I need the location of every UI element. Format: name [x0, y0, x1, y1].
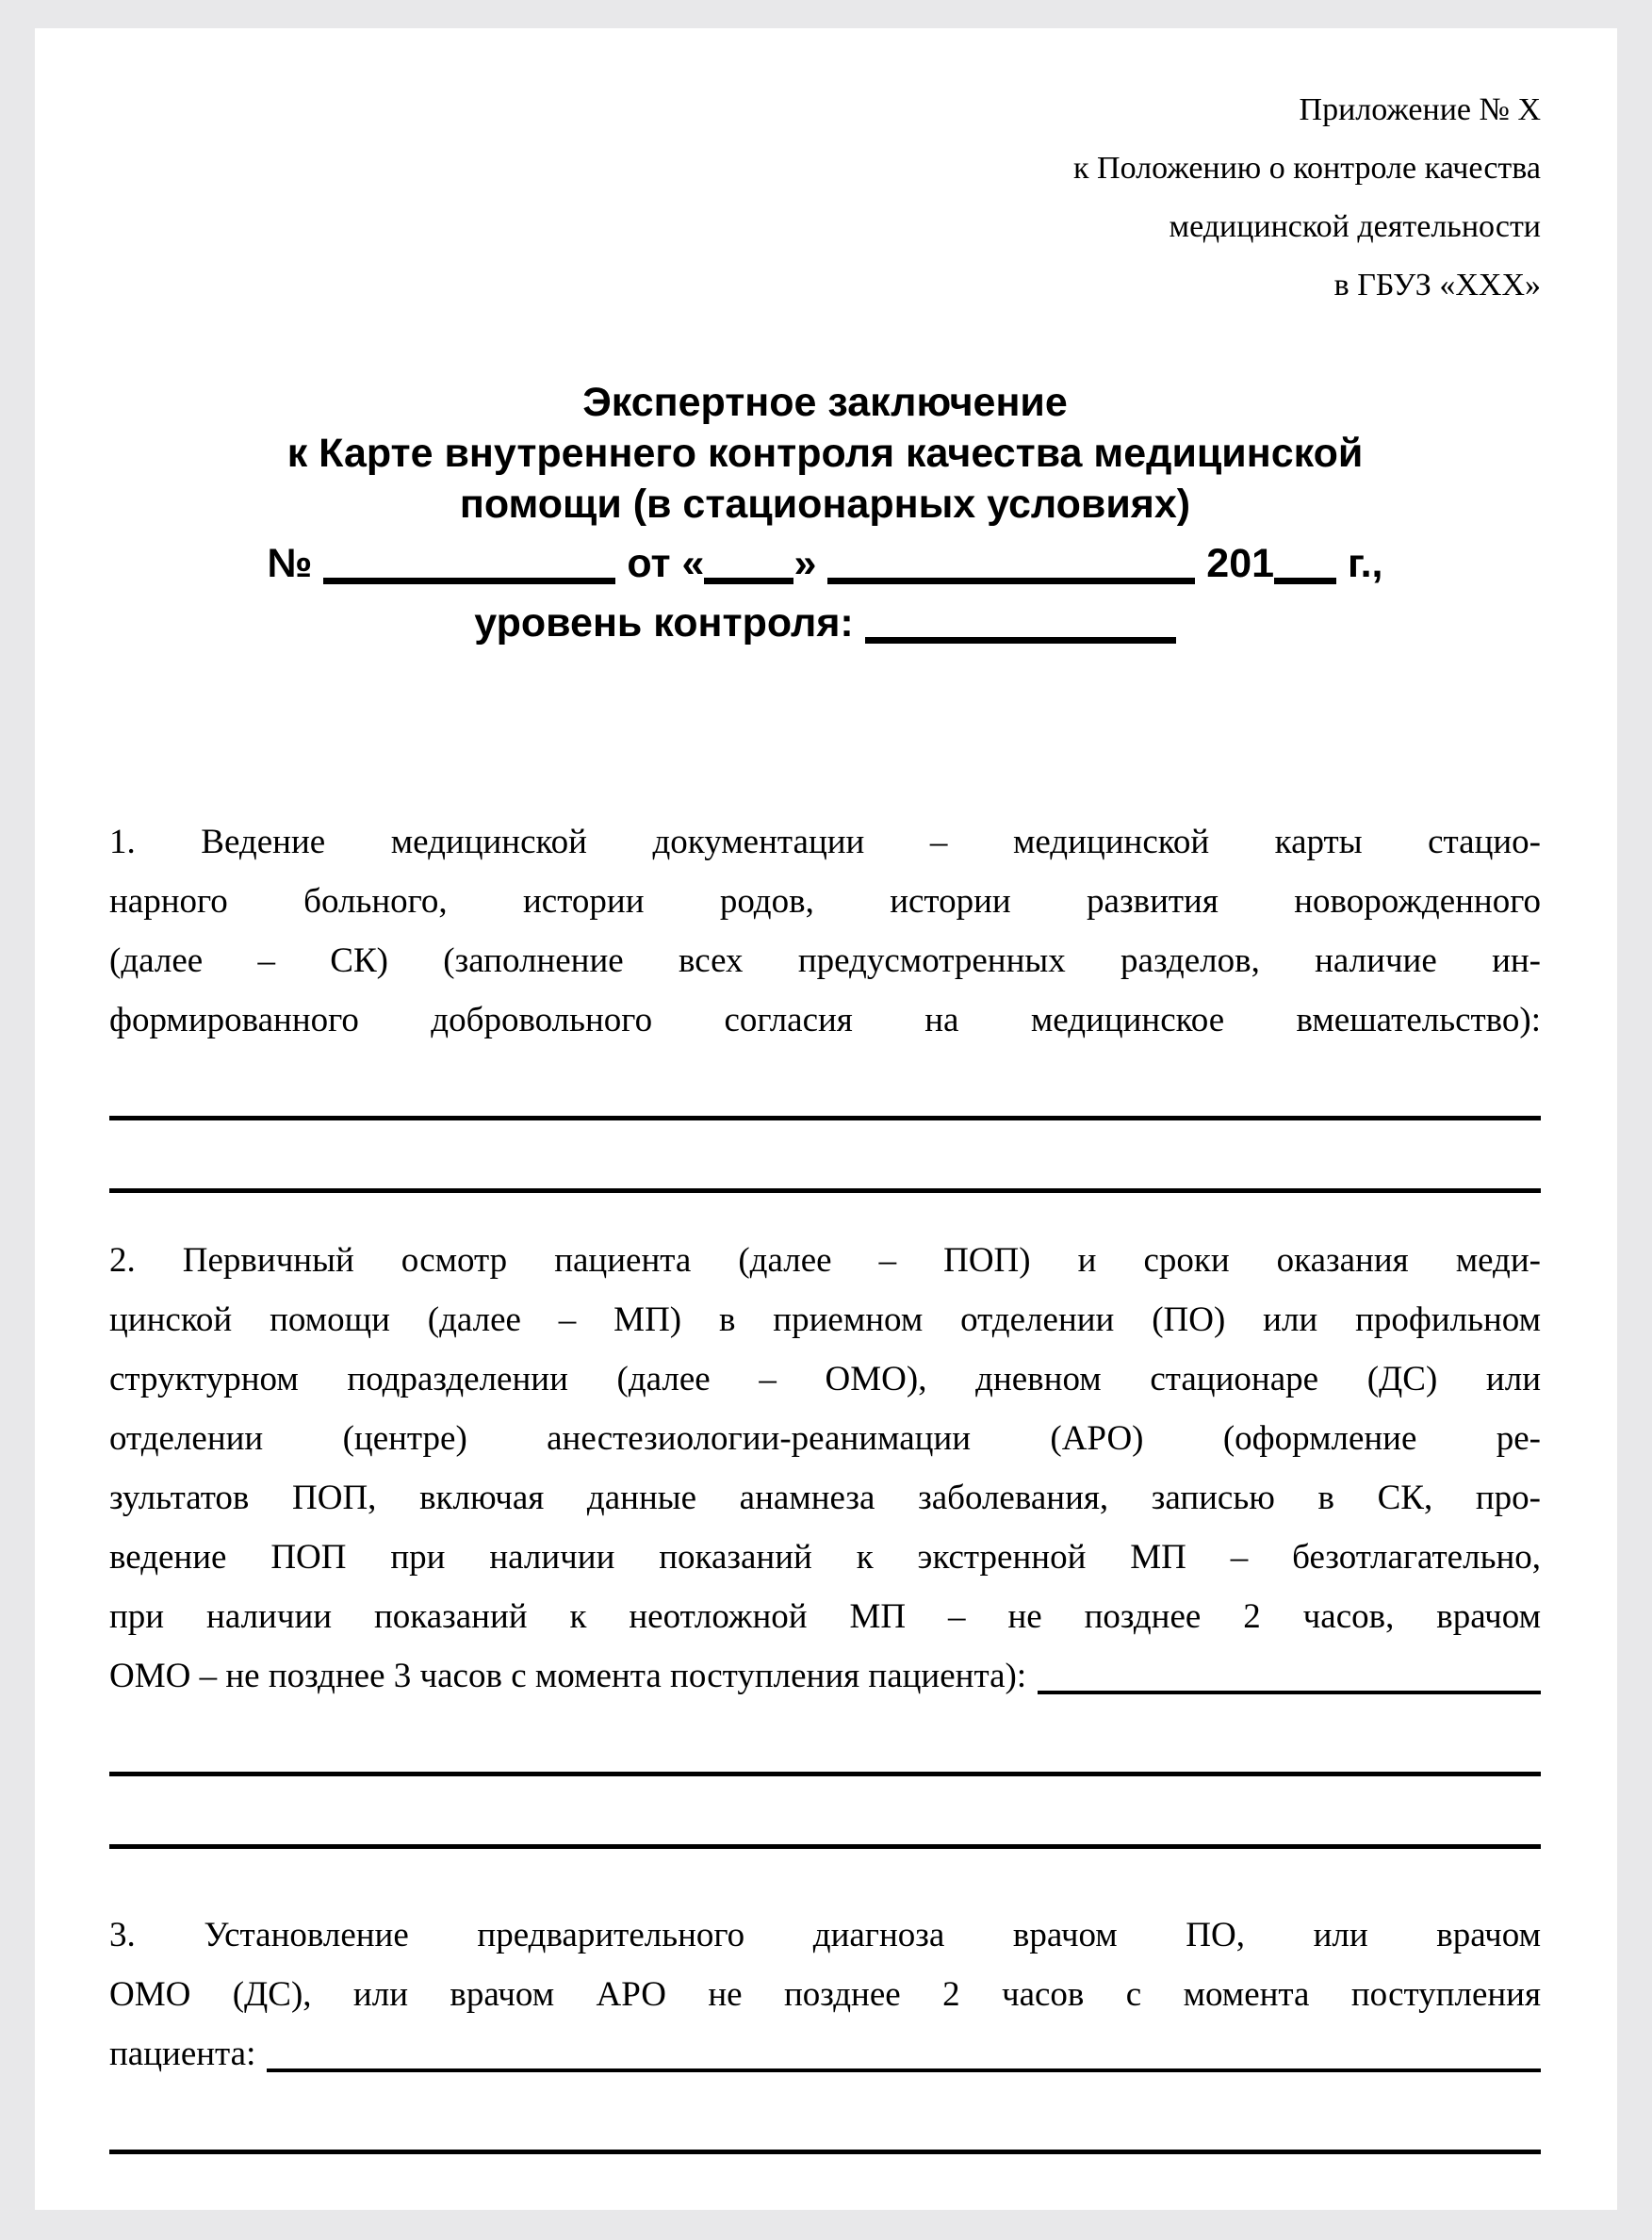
- control-level-label: уровень контроля:: [474, 600, 854, 646]
- close-quote: »: [793, 541, 817, 586]
- month-blank-field: [827, 568, 1195, 584]
- title-line-3: помощи (в стационарных условиях): [459, 482, 1191, 527]
- open-quote: «: [681, 541, 705, 586]
- answer-line: [109, 2087, 1541, 2154]
- document-title: [109, 377, 1541, 652]
- control-level-line: [109, 594, 1541, 652]
- paragraph-1-line: формированного добровольного согласия на медицинское вмешательство):: [109, 1001, 1541, 1039]
- day-blank-field: [704, 568, 793, 584]
- paragraph-2-last-line: [109, 1646, 1541, 1706]
- day-quoted-blank: [682, 541, 817, 586]
- inline-blank-field: [1038, 1646, 1541, 1694]
- paragraph-1-answer-lines: [109, 1054, 1541, 1193]
- paragraph-1: [109, 812, 1541, 1050]
- doc-number-blank-field: [323, 568, 615, 584]
- annex-header-line: в ГБУЗ «XXX»: [1333, 268, 1541, 302]
- paragraph-2-line: цинской помощи (далее – МП) в приемном отделении (ПО) или профильном: [109, 1300, 1541, 1339]
- paragraph-1-line: (далее – СК) (заполнение всех предусмотренных разделов, наличие ин-: [109, 941, 1541, 980]
- paragraph-2-answer-lines: [109, 1709, 1541, 1849]
- annex-header: [109, 81, 1541, 315]
- year-suffix: г.,: [1348, 541, 1383, 586]
- paragraph-2-line: 2. Первичный осмотр пациента (далее – ПОП) и сроки оказания меди-: [109, 1241, 1541, 1280]
- document-page: [35, 28, 1617, 2210]
- annex-header-line: к Положению о контроле качества: [1073, 151, 1541, 186]
- answer-line: [109, 2160, 1541, 2210]
- from-word: от: [627, 541, 671, 586]
- answer-line: [109, 1054, 1541, 1120]
- paragraph-3-last-line: [109, 2024, 1541, 2084]
- paragraph-1-line: нарного больного, истории родов, истории развития новорожденного: [109, 882, 1541, 921]
- inline-blank-field: [267, 2024, 1541, 2072]
- title-line-1: Экспертное заключение: [582, 380, 1068, 425]
- paragraph-2-line: зультатов ПОП, включая данные анамнеза заболевания, записью в СК, про-: [109, 1479, 1541, 1517]
- doc-number-date-line: [109, 533, 1541, 594]
- number-sign: №: [267, 541, 313, 586]
- paragraph-3-line: ОМО (ДС), или врачом АРО не позднее 2 часов с момента поступления: [109, 1975, 1541, 2014]
- paragraph-2-line: отделении (центре) анестезиологии-реанимации (АРО) (оформление ре-: [109, 1419, 1541, 1458]
- title-line-2: к Карте внутреннего контроля качества медицинской: [286, 431, 1364, 476]
- paragraph-3-line: 3. Установление предварительного диагноза врачом ПО, или врачом: [109, 1916, 1541, 1954]
- control-level-blank-field: [865, 628, 1176, 644]
- paragraph-3: [109, 1905, 1541, 2084]
- year-blank-field: [1274, 568, 1336, 584]
- paragraph-2-last-line-text: ОМО – не позднее 3 часов с момента поступления пациента):: [109, 1657, 1027, 1695]
- year-prefix: 201: [1206, 541, 1275, 586]
- answer-line: [109, 1782, 1541, 1849]
- paragraph-2-line: структурном подразделении (далее – ОМО), дневном стационаре (ДС) или: [109, 1360, 1541, 1398]
- paragraph-1-line: 1. Ведение медицинской документации – медицинской карты стацио-: [109, 823, 1541, 861]
- annex-header-line: Приложение № X: [1299, 92, 1541, 127]
- paragraph-2: [109, 1231, 1541, 1706]
- answer-line: [109, 1709, 1541, 1776]
- paragraph-3-last-line-text: пациента:: [109, 2035, 256, 2073]
- paragraph-2-line: при наличии показаний к неотложной МП – не позднее 2 часов, врачом: [109, 1597, 1541, 1636]
- answer-line: [109, 1126, 1541, 1193]
- year-part: [1206, 541, 1336, 586]
- paragraph-3-answer-lines: [109, 2087, 1541, 2210]
- annex-header-line: медицинской деятельности: [1169, 209, 1541, 244]
- paragraph-2-line: ведение ПОП при наличии показаний к экстренной МП – безотлагательно,: [109, 1538, 1541, 1577]
